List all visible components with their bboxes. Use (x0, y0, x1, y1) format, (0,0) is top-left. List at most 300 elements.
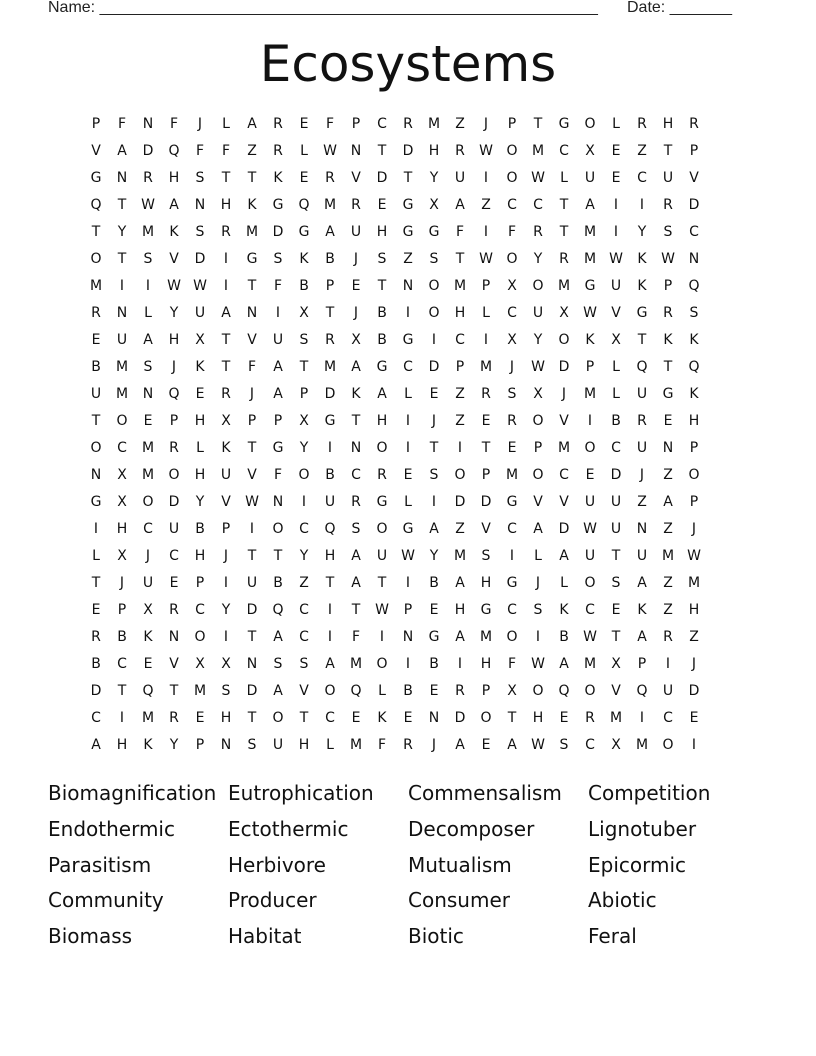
grid-letter[interactable]: J (535, 575, 541, 591)
grid-letter[interactable]: O (584, 116, 596, 132)
grid-letter[interactable]: I (457, 656, 463, 672)
grid-letter[interactable]: K (143, 629, 153, 645)
grid-letter[interactable]: C (455, 332, 465, 348)
grid-letter[interactable]: I (327, 440, 333, 456)
grid-letter[interactable]: C (195, 602, 205, 618)
grid-letter[interactable]: H (116, 521, 128, 537)
grid-letter[interactable]: O (584, 440, 596, 456)
grid-letter[interactable]: E (481, 737, 491, 753)
grid-letter[interactable]: J (223, 548, 229, 564)
grid-letter[interactable]: C (117, 656, 127, 672)
grid-letter[interactable]: S (195, 170, 205, 186)
grid-letter[interactable]: A (637, 575, 647, 591)
grid-letter[interactable]: Z (455, 386, 465, 402)
grid-letter[interactable]: G (636, 305, 648, 321)
grid-letter[interactable]: O (90, 251, 102, 267)
grid-letter[interactable]: M (245, 224, 259, 240)
grid-letter[interactable]: V (351, 170, 361, 186)
grid-letter[interactable]: T (611, 548, 621, 564)
grid-letter[interactable]: R (455, 683, 465, 699)
grid-letter[interactable]: D (454, 494, 466, 510)
grid-letter[interactable]: A (247, 116, 257, 132)
grid-letter[interactable]: I (483, 224, 489, 240)
grid-letter[interactable]: D (246, 683, 258, 699)
grid-letter[interactable]: O (142, 494, 154, 510)
grid-letter[interactable]: R (455, 143, 465, 159)
grid-letter[interactable]: R (403, 116, 413, 132)
grid-letter[interactable]: A (273, 629, 283, 645)
grid-letter[interactable]: R (351, 197, 361, 213)
grid-letter[interactable]: B (91, 359, 101, 375)
grid-letter[interactable]: E (689, 710, 699, 726)
grid-letter[interactable]: K (299, 251, 309, 267)
grid-letter[interactable]: M (349, 737, 363, 753)
grid-letter[interactable]: P (481, 467, 491, 483)
grid-letter[interactable]: O (428, 305, 440, 321)
grid-letter[interactable]: A (273, 683, 283, 699)
grid-letter[interactable]: I (431, 494, 437, 510)
grid-letter[interactable]: F (377, 737, 387, 753)
grid-letter[interactable]: I (249, 521, 255, 537)
grid-letter[interactable]: Q (142, 683, 154, 699)
grid-letter[interactable]: T (663, 143, 673, 159)
grid-letter[interactable]: F (221, 143, 231, 159)
grid-letter[interactable]: S (611, 575, 621, 591)
grid-letter[interactable]: D (376, 170, 388, 186)
grid-letter[interactable]: X (299, 305, 309, 321)
grid-letter[interactable]: H (324, 548, 336, 564)
grid-letter[interactable]: S (663, 224, 673, 240)
grid-letter[interactable]: A (377, 386, 387, 402)
grid-letter[interactable]: U (116, 332, 128, 348)
grid-letter[interactable]: Y (221, 602, 231, 618)
grid-letter[interactable]: O (532, 413, 544, 429)
grid-letter[interactable]: S (195, 224, 205, 240)
grid-letter[interactable]: G (298, 224, 310, 240)
grid-letter[interactable]: R (273, 143, 283, 159)
grid-letter[interactable]: M (115, 386, 129, 402)
grid-letter[interactable]: V (169, 251, 179, 267)
grid-letter[interactable]: I (483, 170, 489, 186)
grid-letter[interactable]: E (611, 602, 621, 618)
grid-letter[interactable]: U (90, 386, 102, 402)
grid-letter[interactable]: F (325, 116, 335, 132)
grid-letter[interactable]: R (377, 467, 387, 483)
grid-letter[interactable]: K (637, 278, 647, 294)
grid-letter[interactable]: P (273, 413, 283, 429)
grid-letter[interactable]: B (611, 413, 621, 429)
grid-letter[interactable]: O (376, 656, 388, 672)
grid-letter[interactable]: L (534, 548, 542, 564)
grid-letter[interactable]: C (299, 602, 309, 618)
grid-letter[interactable]: O (480, 710, 492, 726)
grid-letter[interactable]: R (351, 494, 361, 510)
grid-letter[interactable]: Q (168, 386, 180, 402)
grid-letter[interactable]: W (245, 494, 259, 510)
grid-letter[interactable]: X (611, 737, 621, 753)
grid-letter[interactable]: J (353, 305, 359, 321)
grid-letter[interactable]: I (379, 629, 385, 645)
grid-letter[interactable]: B (559, 629, 569, 645)
grid-letter[interactable]: P (221, 521, 231, 537)
grid-letter[interactable]: F (195, 143, 205, 159)
grid-letter[interactable]: Z (247, 143, 257, 159)
grid-letter[interactable]: T (221, 359, 231, 375)
grid-letter[interactable]: N (402, 629, 414, 645)
grid-letter[interactable]: B (377, 305, 387, 321)
grid-letter[interactable]: I (327, 602, 333, 618)
grid-letter[interactable]: S (273, 251, 283, 267)
grid-letter[interactable]: A (351, 548, 361, 564)
grid-letter[interactable]: C (585, 602, 595, 618)
grid-letter[interactable]: E (143, 413, 153, 429)
grid-letter[interactable]: Z (455, 521, 465, 537)
grid-letter[interactable]: U (272, 737, 284, 753)
grid-letter[interactable]: C (299, 629, 309, 645)
grid-letter[interactable]: T (91, 413, 101, 429)
grid-letter[interactable]: C (507, 305, 517, 321)
grid-letter[interactable]: C (403, 359, 413, 375)
grid-letter[interactable]: H (168, 170, 180, 186)
grid-letter[interactable]: W (323, 143, 337, 159)
grid-letter[interactable]: T (377, 575, 387, 591)
grid-letter[interactable]: P (689, 440, 699, 456)
grid-letter[interactable]: G (376, 359, 388, 375)
grid-letter[interactable]: P (507, 116, 517, 132)
grid-letter[interactable]: H (428, 143, 440, 159)
grid-letter[interactable]: Q (272, 602, 284, 618)
grid-letter[interactable]: Y (169, 737, 179, 753)
grid-letter[interactable]: O (506, 251, 518, 267)
grid-letter[interactable]: S (221, 683, 231, 699)
grid-letter[interactable]: S (559, 737, 569, 753)
grid-letter[interactable]: B (273, 575, 283, 591)
grid-letter[interactable]: R (169, 710, 179, 726)
grid-letter[interactable]: S (481, 548, 491, 564)
grid-letter[interactable]: K (247, 197, 257, 213)
grid-letter[interactable]: Y (637, 224, 647, 240)
grid-letter[interactable]: I (509, 548, 515, 564)
grid-letter[interactable]: O (662, 737, 674, 753)
grid-letter[interactable]: C (143, 521, 153, 537)
grid-letter[interactable]: W (687, 548, 701, 564)
grid-letter[interactable]: I (405, 656, 411, 672)
grid-letter[interactable]: Z (299, 575, 309, 591)
grid-letter[interactable]: V (559, 494, 569, 510)
grid-letter[interactable]: Q (558, 683, 570, 699)
grid-letter[interactable]: X (507, 332, 517, 348)
grid-letter[interactable]: J (431, 413, 437, 429)
grid-letter[interactable]: Z (689, 629, 699, 645)
grid-letter[interactable]: Y (429, 170, 439, 186)
grid-letter[interactable]: M (479, 359, 493, 375)
grid-letter[interactable]: X (117, 548, 127, 564)
grid-letter[interactable]: C (507, 197, 517, 213)
grid-letter[interactable]: S (533, 602, 543, 618)
grid-letter[interactable]: N (246, 305, 258, 321)
grid-letter[interactable]: U (662, 170, 674, 186)
grid-letter[interactable]: I (301, 494, 307, 510)
grid-letter[interactable]: T (481, 440, 491, 456)
grid-letter[interactable]: C (663, 710, 673, 726)
grid-letter[interactable]: U (584, 548, 596, 564)
grid-letter[interactable]: I (145, 278, 151, 294)
grid-letter[interactable]: K (637, 602, 647, 618)
grid-letter[interactable]: G (272, 440, 284, 456)
grid-letter[interactable]: F (351, 629, 361, 645)
grid-letter[interactable]: K (221, 440, 231, 456)
grid-letter[interactable]: H (688, 413, 700, 429)
grid-letter[interactable]: V (559, 413, 569, 429)
grid-letter[interactable]: E (143, 656, 153, 672)
grid-letter[interactable]: M (635, 737, 649, 753)
grid-letter[interactable]: I (639, 197, 645, 213)
grid-letter[interactable]: T (351, 602, 361, 618)
grid-letter[interactable]: C (91, 710, 101, 726)
grid-letter[interactable]: D (142, 143, 154, 159)
grid-letter[interactable]: R (637, 413, 647, 429)
grid-letter[interactable]: T (247, 278, 257, 294)
grid-letter[interactable]: D (428, 359, 440, 375)
grid-letter[interactable]: P (325, 278, 335, 294)
grid-letter[interactable]: T (377, 143, 387, 159)
grid-letter[interactable]: X (559, 305, 569, 321)
grid-letter[interactable]: T (507, 710, 517, 726)
grid-letter[interactable]: E (611, 170, 621, 186)
grid-letter[interactable]: F (247, 359, 257, 375)
grid-letter[interactable]: E (429, 386, 439, 402)
grid-letter[interactable]: T (325, 575, 335, 591)
grid-letter[interactable]: N (142, 116, 154, 132)
grid-letter[interactable]: S (351, 521, 361, 537)
grid-letter[interactable]: J (691, 656, 697, 672)
grid-letter[interactable]: C (559, 143, 569, 159)
grid-letter[interactable]: L (326, 737, 334, 753)
grid-letter[interactable]: G (506, 494, 518, 510)
grid-letter[interactable]: B (325, 251, 335, 267)
grid-letter[interactable]: E (91, 332, 101, 348)
grid-letter[interactable]: I (405, 305, 411, 321)
grid-letter[interactable]: U (324, 494, 336, 510)
grid-letter[interactable]: Q (688, 278, 700, 294)
grid-letter[interactable]: H (376, 413, 388, 429)
grid-letter[interactable]: T (325, 305, 335, 321)
grid-letter[interactable]: J (119, 575, 125, 591)
grid-letter[interactable]: M (531, 143, 545, 159)
grid-letter[interactable]: U (142, 575, 154, 591)
grid-letter[interactable]: P (169, 413, 179, 429)
grid-letter[interactable]: R (507, 413, 517, 429)
grid-letter[interactable]: M (141, 710, 155, 726)
grid-letter[interactable]: G (584, 278, 596, 294)
grid-letter[interactable]: U (610, 278, 622, 294)
grid-letter[interactable]: T (247, 629, 257, 645)
grid-letter[interactable]: T (637, 332, 647, 348)
grid-letter[interactable]: H (454, 305, 466, 321)
grid-letter[interactable]: A (325, 656, 335, 672)
grid-letter[interactable]: M (89, 278, 103, 294)
grid-letter[interactable]: M (557, 440, 571, 456)
grid-letter[interactable]: W (531, 737, 545, 753)
grid-letter[interactable]: Z (663, 575, 673, 591)
grid-letter[interactable]: E (663, 413, 673, 429)
grid-letter[interactable]: M (687, 575, 701, 591)
grid-letter[interactable]: A (117, 143, 127, 159)
grid-letter[interactable]: X (611, 656, 621, 672)
grid-letter[interactable]: X (299, 413, 309, 429)
grid-letter[interactable]: X (221, 656, 231, 672)
grid-letter[interactable]: A (273, 359, 283, 375)
grid-letter[interactable]: C (611, 440, 621, 456)
grid-letter[interactable]: N (116, 305, 128, 321)
grid-letter[interactable]: X (195, 332, 205, 348)
grid-letter[interactable]: O (584, 683, 596, 699)
grid-letter[interactable]: I (93, 521, 99, 537)
grid-letter[interactable]: S (143, 359, 153, 375)
grid-letter[interactable]: H (220, 197, 232, 213)
grid-letter[interactable]: W (583, 305, 597, 321)
grid-letter[interactable]: M (661, 548, 675, 564)
grid-letter[interactable]: M (193, 683, 207, 699)
grid-letter[interactable]: L (612, 359, 620, 375)
grid-letter[interactable]: N (220, 737, 232, 753)
grid-letter[interactable]: T (455, 251, 465, 267)
grid-letter[interactable]: X (533, 386, 543, 402)
grid-letter[interactable]: Y (117, 224, 127, 240)
grid-letter[interactable]: X (195, 656, 205, 672)
grid-letter[interactable]: V (169, 656, 179, 672)
grid-letter[interactable]: P (689, 143, 699, 159)
grid-letter[interactable]: N (662, 440, 674, 456)
grid-letter[interactable]: N (168, 629, 180, 645)
grid-letter[interactable]: D (558, 359, 570, 375)
grid-letter[interactable]: M (583, 386, 597, 402)
grid-letter[interactable]: U (636, 440, 648, 456)
grid-letter[interactable]: L (560, 170, 568, 186)
grid-letter[interactable]: A (455, 629, 465, 645)
grid-letter[interactable]: G (272, 197, 284, 213)
grid-letter[interactable]: A (533, 521, 543, 537)
grid-letter[interactable]: I (327, 629, 333, 645)
grid-letter[interactable]: B (195, 521, 205, 537)
grid-letter[interactable]: V (481, 521, 491, 537)
grid-letter[interactable]: N (402, 278, 414, 294)
grid-letter[interactable]: L (560, 575, 568, 591)
grid-letter[interactable]: U (636, 386, 648, 402)
grid-letter[interactable]: E (169, 575, 179, 591)
grid-letter[interactable]: C (507, 521, 517, 537)
grid-letter[interactable]: H (194, 467, 206, 483)
grid-letter[interactable]: T (117, 197, 127, 213)
grid-letter[interactable]: R (403, 737, 413, 753)
grid-letter[interactable]: A (455, 197, 465, 213)
grid-letter[interactable]: G (558, 116, 570, 132)
grid-letter[interactable]: K (637, 251, 647, 267)
grid-letter[interactable]: E (559, 710, 569, 726)
grid-letter[interactable]: A (559, 656, 569, 672)
grid-letter[interactable]: W (531, 656, 545, 672)
grid-letter[interactable]: I (405, 440, 411, 456)
grid-letter[interactable]: C (299, 521, 309, 537)
grid-letter[interactable]: G (90, 170, 102, 186)
grid-letter[interactable]: R (663, 629, 673, 645)
grid-letter[interactable]: I (405, 413, 411, 429)
grid-letter[interactable]: M (453, 278, 467, 294)
grid-letter[interactable]: T (247, 440, 257, 456)
grid-letter[interactable]: K (689, 386, 699, 402)
grid-letter[interactable]: M (557, 278, 571, 294)
grid-letter[interactable]: K (169, 224, 179, 240)
grid-letter[interactable]: W (401, 548, 415, 564)
grid-letter[interactable]: M (349, 656, 363, 672)
grid-letter[interactable]: Q (90, 197, 102, 213)
grid-letter[interactable]: F (507, 656, 517, 672)
grid-letter[interactable]: W (141, 197, 155, 213)
grid-letter[interactable]: L (144, 305, 152, 321)
grid-letter[interactable]: E (403, 467, 413, 483)
grid-letter[interactable]: I (223, 575, 229, 591)
grid-letter[interactable]: N (636, 521, 648, 537)
grid-letter[interactable]: Z (637, 143, 647, 159)
grid-letter[interactable]: K (351, 386, 361, 402)
grid-letter[interactable]: Y (169, 305, 179, 321)
grid-letter[interactable]: Y (533, 332, 543, 348)
grid-letter[interactable]: L (612, 116, 620, 132)
grid-letter[interactable]: Y (299, 440, 309, 456)
grid-letter[interactable]: E (507, 440, 517, 456)
grid-letter[interactable]: N (350, 440, 362, 456)
grid-letter[interactable]: Z (403, 251, 413, 267)
grid-letter[interactable]: N (90, 467, 102, 483)
grid-letter[interactable]: X (351, 332, 361, 348)
grid-letter[interactable]: E (91, 602, 101, 618)
grid-letter[interactable]: B (377, 332, 387, 348)
grid-letter[interactable]: T (377, 278, 387, 294)
grid-letter[interactable]: G (480, 602, 492, 618)
grid-letter[interactable]: H (454, 602, 466, 618)
grid-letter[interactable]: D (168, 494, 180, 510)
grid-letter[interactable]: T (429, 440, 439, 456)
grid-letter[interactable]: H (220, 710, 232, 726)
grid-letter[interactable]: X (585, 143, 595, 159)
grid-letter[interactable]: L (404, 494, 412, 510)
grid-letter[interactable]: A (455, 575, 465, 591)
grid-letter[interactable]: M (141, 467, 155, 483)
grid-letter[interactable]: E (429, 602, 439, 618)
grid-letter[interactable]: Q (168, 143, 180, 159)
grid-letter[interactable]: V (611, 305, 621, 321)
grid-letter[interactable]: J (561, 386, 567, 402)
grid-letter[interactable]: V (247, 332, 257, 348)
grid-letter[interactable]: T (299, 710, 309, 726)
grid-letter[interactable]: A (351, 575, 361, 591)
grid-letter[interactable]: R (637, 116, 647, 132)
grid-letter[interactable]: N (246, 656, 258, 672)
grid-letter[interactable]: M (323, 197, 337, 213)
grid-letter[interactable]: B (117, 629, 127, 645)
grid-letter[interactable]: C (585, 737, 595, 753)
grid-letter[interactable]: O (584, 575, 596, 591)
grid-letter[interactable]: T (351, 413, 361, 429)
grid-letter[interactable]: H (532, 710, 544, 726)
grid-letter[interactable]: R (325, 170, 335, 186)
grid-letter[interactable]: G (402, 197, 414, 213)
grid-letter[interactable]: S (429, 251, 439, 267)
grid-letter[interactable]: V (689, 170, 699, 186)
grid-letter[interactable]: E (585, 467, 595, 483)
grid-letter[interactable]: M (583, 656, 597, 672)
grid-letter[interactable]: O (324, 683, 336, 699)
